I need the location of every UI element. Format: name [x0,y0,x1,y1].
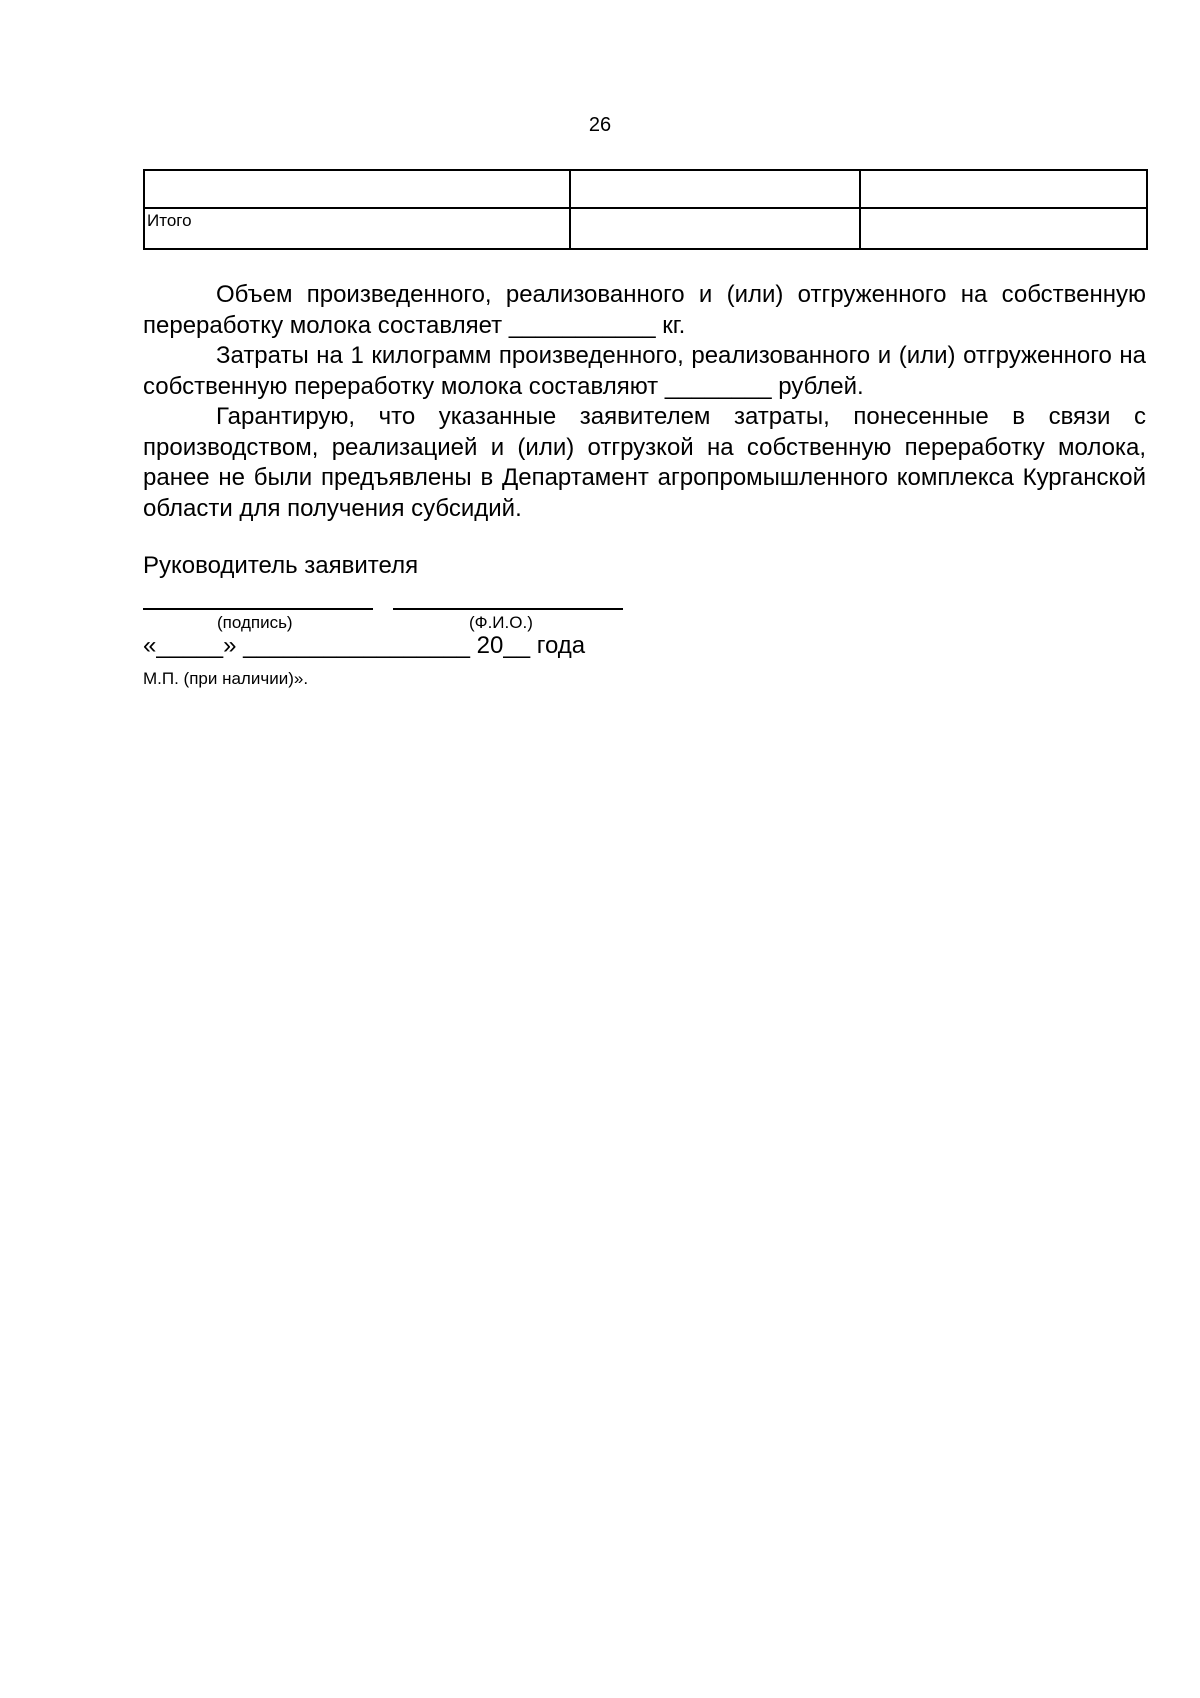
milk-volume-paragraph: Объем произведенного, реализованного и (или) отгруженного на собственную переработку молока составляет ___________ кг. [143,281,1146,339]
page-number: 26 [588,114,612,136]
table-cell [860,208,1147,249]
signature-line [143,608,373,610]
signatory-title: Руководитель заявителя [143,552,419,579]
table-row [144,170,1147,208]
guarantee-paragraph: Гарантирую, что указанные заявителем затраты, понесенные в связи с производством, реализацией и (или) отгрузкой на собственную переработку молока, ранее не были предъявлены в Департамент агропромышленного комплекса Курганской области для получения субсидий. [143,403,1146,522]
table-cell [860,170,1147,208]
stamp-note: М.П. (при наличии)». [143,669,309,688]
table-cell [570,208,860,249]
body-text [143,280,1146,524]
name-line [393,608,623,610]
table-row [144,208,1147,249]
table-cell [570,170,860,208]
name-caption: (Ф.И.О.) [469,613,533,632]
cost-per-kg-paragraph: Затраты на 1 килограмм произведенного, реализованного и (или) отгруженного на собственную переработку молока составляют ________ рублей. [143,342,1146,400]
table-cell [144,170,570,208]
date-line: «_____» _________________ 20__ года [143,632,586,659]
signature-caption: (подпись) [217,613,293,632]
total-label-cell: Итого [144,208,570,249]
summary-table [143,169,1148,250]
